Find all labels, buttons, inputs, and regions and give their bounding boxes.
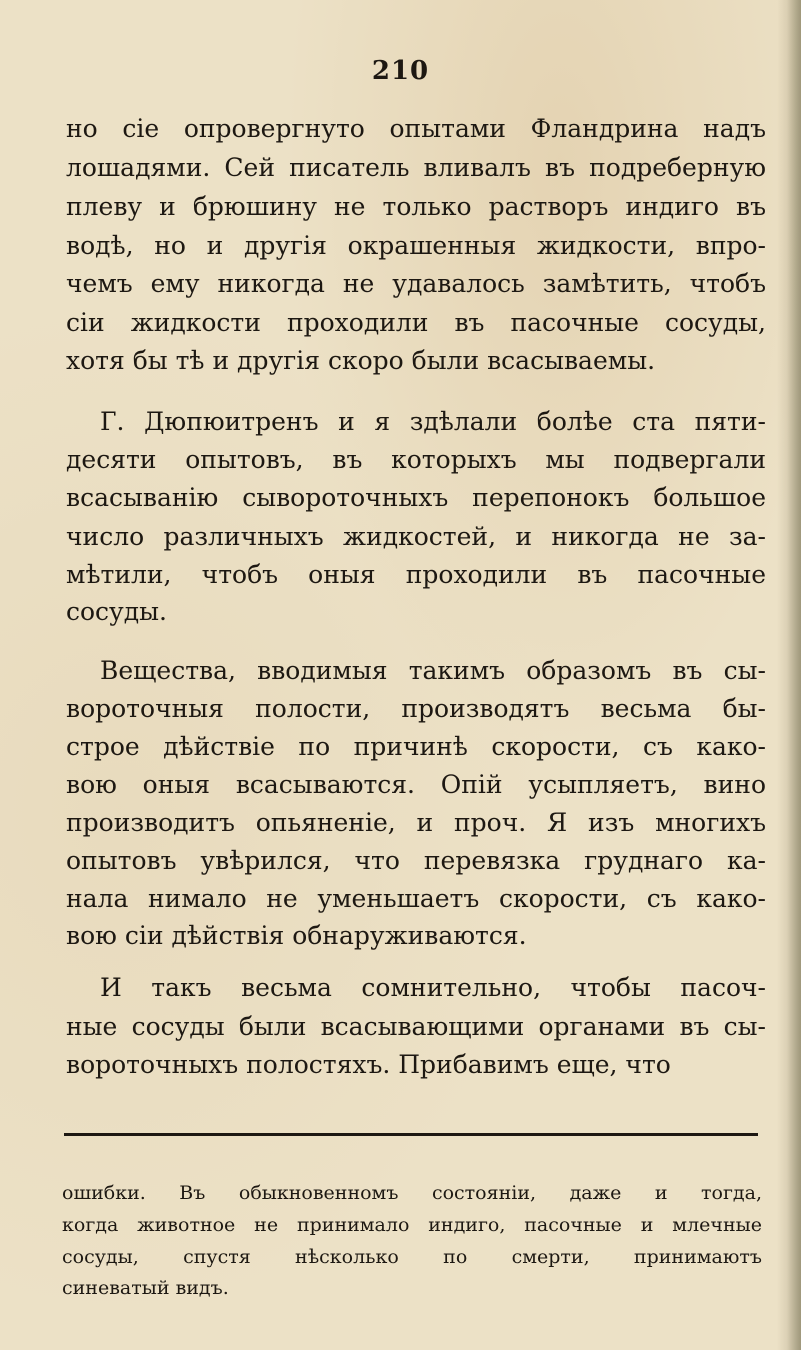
paragraph-line: нала нимало не уменьшаетъ скорости, съ како- — [66, 884, 766, 913]
paragraph-line: плеву и брюшину не только растворъ индиго въ — [66, 192, 766, 221]
paragraph-line: вою оныя всасываются. Опій усыпляетъ, вино — [66, 770, 766, 799]
paragraph-line: ные сосуды были всасывающими органами въ сы- — [66, 1012, 766, 1041]
paragraph-line: строе дѣйствіе по причинѣ скорости, съ како- — [66, 732, 766, 761]
paragraph-line: опытовъ увѣрился, что перевязка груднаго ка- — [66, 846, 766, 875]
footnote-line: сосуды, спустя нѣсколько по смерти, принимаютъ — [62, 1246, 762, 1268]
paragraph-line: всасыванію сывороточныхъ перепонокъ большое — [66, 483, 766, 512]
paragraph-line: Вещества, вводимыя такимъ образомъ въ сы- — [100, 656, 766, 685]
page-number: 210 — [371, 56, 430, 86]
paragraph-line: сосуды. — [66, 597, 168, 626]
footnote-line: синеватый видъ. — [62, 1277, 229, 1299]
paragraph-line: чемъ ему никогда не удавалось замѣтить, чтобъ — [66, 269, 766, 298]
paragraph-line: Г. Дюпюитренъ и я здѣлали болѣе ста пяти- — [100, 407, 766, 436]
paragraph-line: производитъ опьяненіе, и проч. Я изъ многихъ — [66, 808, 766, 837]
paragraph-line: лошадями. Сей писатель вливалъ въ подреберную — [66, 153, 766, 182]
footnote-divider — [64, 1133, 758, 1136]
footnote-line: ошибки. Въ обыкновенномъ состояніи, даже и тогда, — [62, 1182, 762, 1204]
footnote-line: когда животное не принимало индиго, пасочные и млечные — [62, 1214, 762, 1236]
paragraph-line: но сіе опровергнуто опытами Фландрина надъ — [66, 114, 766, 143]
paragraph-line: сіи жидкости проходили въ пасочные сосуды, — [66, 308, 766, 337]
paragraph-line: десяти опытовъ, въ которыхъ мы подвергали — [66, 445, 766, 474]
paragraph-line: число различныхъ жидкостей, и никогда не за- — [66, 522, 766, 551]
paragraph-line: мѣтили, чтобъ оныя проходили въ пасочные — [66, 560, 766, 589]
paragraph-line: вороточныхъ полостяхъ. Прибавимъ еще, что — [66, 1050, 671, 1079]
paragraph-line: хотя бы тѣ и другія скоро были всасываемы. — [66, 346, 656, 375]
paragraph-line: И такъ весьма сомнительно, чтобы пасоч- — [100, 973, 766, 1002]
paragraph-line: вою сіи дѣйствія обнаруживаются. — [66, 921, 527, 950]
paragraph-line: вороточныя полости, производятъ весьма бы- — [66, 694, 766, 723]
page-edge-shadow — [787, 0, 801, 1350]
paragraph-line: водѣ, но и другія окрашенныя жидкости, впро- — [66, 231, 766, 260]
